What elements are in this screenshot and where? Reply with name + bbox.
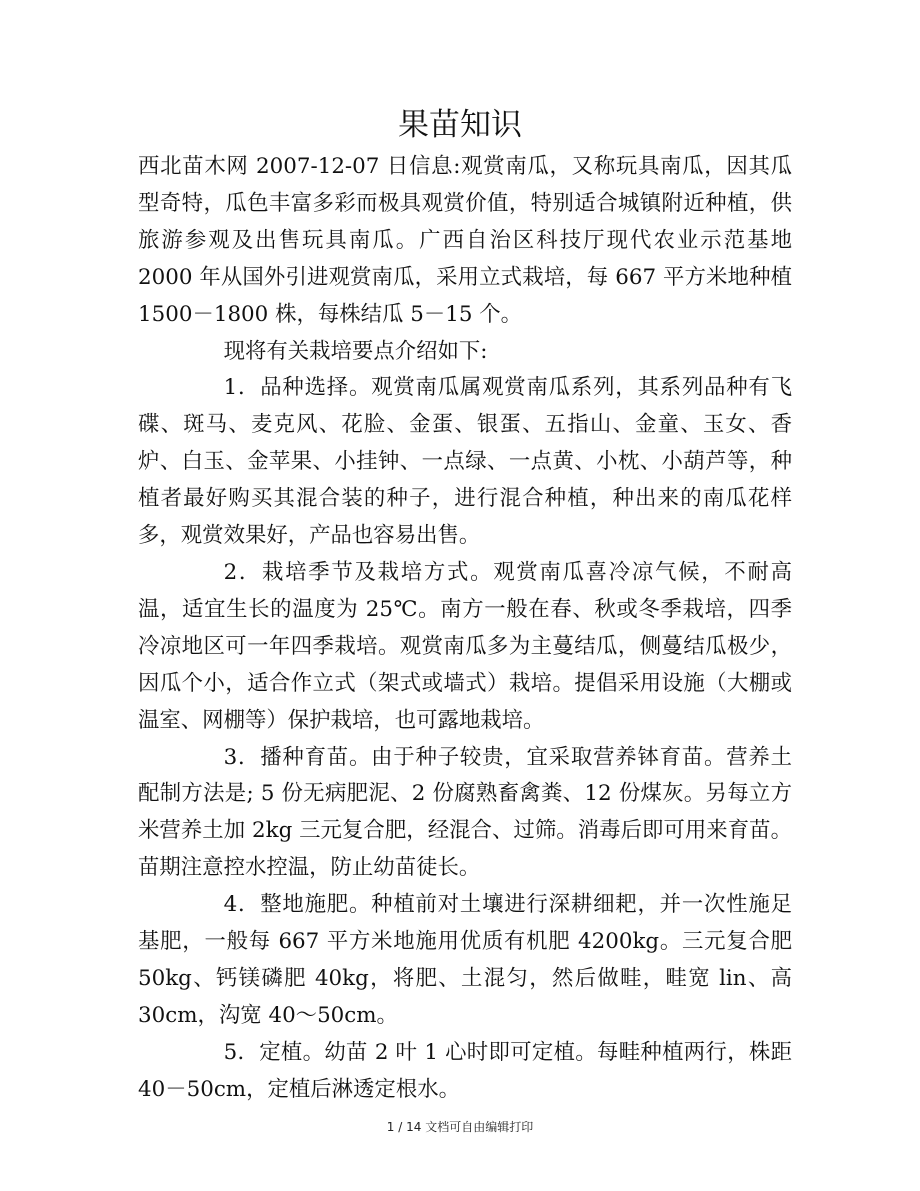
page-footer: 1 / 14 文档可自由编辑打印 [386,1120,534,1134]
paragraph-fertilizing: 4．整地施肥。种植前对土壤进行深耕细耙，并一次性施足基肥，一般每 667 平方米地施用优质有机肥 4200kg。三元复合肥 50kg、钙镁磷肥 40kg，将肥、土混匀，然后做畦，畦宽 lin、高 30cm，沟宽 40～50cm。 [138,892,792,1028]
paragraph-planting: 5．定植。幼苗 2 叶 1 心时即可定植。每畦种植两行，株距 40－50cm，定植后淋透定根水。 [138,1039,792,1102]
page-title: 果苗知识 [398,107,522,143]
paragraph-lead: 现将有关栽培要点介绍如下: [223,338,488,364]
paragraph-seedling: 3．播种育苗。由于种子较贵，宜采取营养钵育苗。营养土配制方法是; 5 份无病肥泥、2 份腐熟畜禽粪、12 份煤灰。另每立方米营养土加 2kg 三元复合肥，经混合、过筛。消毒后即可用来育苗。苗期注意控水控温，防止幼苗徒长。 [138,744,792,881]
document-body [138,149,792,1109]
paragraph-season-method: 2．栽培季节及栽培方式。观赏南瓜喜冷凉气候，不耐高温，适宜生长的温度为 25℃。南方一般在春、秋或冬季栽培，四季冷凉地区可一年四季栽培。观赏南瓜多为主蔓结瓜，侧蔓结瓜极少，因瓜个小，适合作立式（架式或墙式）栽培。提倡采用设施（大棚或温室、网棚等）保护栽培，也可露地栽培。 [138,559,792,733]
paragraph-variety-selection: 1．品种选择。观赏南瓜属观赏南瓜系列，其系列品种有飞碟、斑马、麦克风、花脸、金蛋、银蛋、五指山、金童、玉女、香炉、白玉、金苹果、小挂钟、一点绿、一点黄、小枕、小葫芦等，种植者最好购买其混合装的种子，进行混合种植，种出来的南瓜花样多，观赏效果好，产品也容易出售。 [138,375,792,549]
paragraph-intro: 西北苗木网 2007-12-07 日信息:观赏南瓜，又称玩具南瓜，因其瓜型奇特，瓜色丰富多彩而极具观赏价值，特别适合城镇附近种植，供旅游参观及出售玩具南瓜。广西自治区科技厅现代农业示范基地 2000 年从国外引进观赏南瓜，采用立式栽培，每 667 平方米地种植 1500－1800 株，每株结瓜 5－15 个。 [138,154,792,327]
